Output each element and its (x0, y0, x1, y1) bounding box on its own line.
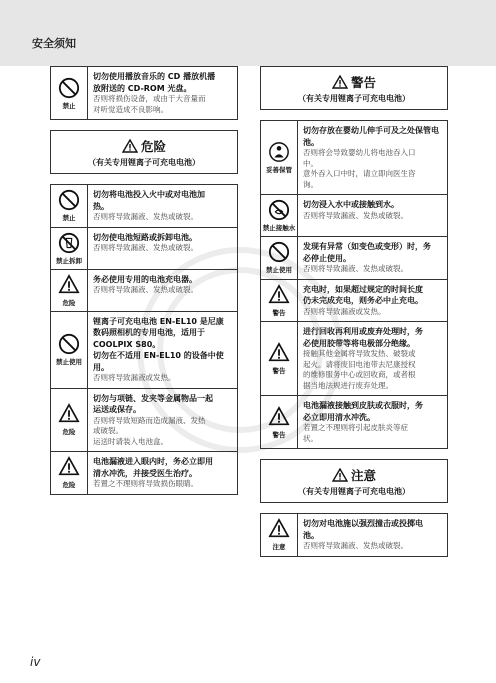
safety-item-text (298, 396, 447, 448)
prohibited-icon (58, 333, 80, 355)
safety-item-heading: 切勿使用播放音乐的 CD 播放机播 (93, 72, 216, 81)
safety-item-text (298, 322, 447, 395)
safety-item-detail: 否则将损伤设备，或由于大音量而 (93, 94, 206, 103)
safety-item (261, 121, 447, 195)
safety-item-text (88, 228, 237, 269)
safety-item-heading: 切勿使电池短路或拆卸电池。 (93, 232, 197, 242)
safety-item-text (298, 121, 447, 194)
warning-triangle-icon (332, 468, 348, 482)
safety-item (261, 514, 447, 556)
safety-item-icon-cell (261, 322, 298, 395)
safety-item-heading: 切勿对电池施以强烈撞击或投掷电 (303, 519, 423, 528)
safety-item-heading: COOLPIX S80。 (93, 339, 161, 349)
safety-item-caption: 禁止 (62, 214, 76, 223)
caution-subtitle: （有关专用锂离子可充电电池） (298, 487, 410, 496)
safety-item-caption: 禁止 (62, 101, 76, 110)
safety-item-heading: 放附送的 CD-ROM 光盘。 (93, 83, 192, 93)
safety-item-text (298, 514, 447, 556)
no-water-icon (268, 199, 290, 221)
safety-item-detail: 起火。请将废旧电池带去尼康授权 (303, 359, 416, 369)
warning-header (260, 66, 448, 110)
safety-item-heading: 进行回收再利用或废弃处理时，务 (303, 327, 423, 336)
safety-item (51, 185, 237, 228)
safety-item (51, 67, 237, 119)
safety-item-caption: 危险 (62, 428, 76, 437)
safety-item-heading: 切勿与项链、发夹等金属物品一起 (93, 393, 213, 403)
safety-item (261, 237, 447, 280)
safety-item-heading: 必停止使用。 (303, 253, 351, 263)
safety-item-icon-cell (51, 270, 88, 311)
safety-item-caption: 警告 (272, 308, 286, 317)
caution-items-box (260, 513, 448, 557)
warning-triangle-icon (268, 518, 290, 540)
safety-item-detail: 若置之不理则将引起皮肤炎等症 (303, 423, 408, 432)
warning-triangle-icon (268, 406, 290, 428)
safety-item-caption: 警告 (272, 367, 286, 375)
safety-item-text (298, 195, 447, 236)
safety-item-icon-cell (261, 121, 298, 194)
safety-item-icon-cell (51, 312, 88, 388)
safety-item-detail: 接触其他金属将导致发热、破裂或 (303, 349, 416, 358)
safety-item (261, 396, 447, 448)
safety-item-caption: 禁止使用 (266, 266, 292, 275)
safety-item-caption: 禁止使用 (56, 358, 82, 366)
safety-item (261, 322, 447, 396)
safety-item-detail: 的维修服务中心或回收商，或者根 (303, 370, 416, 379)
safety-item-icon-cell (51, 67, 88, 119)
safety-item-icon-cell (261, 396, 298, 448)
safety-item-heading: 清水冲洗，并接受医生治疗。 (93, 468, 197, 478)
safety-item-icon-cell (261, 280, 298, 322)
safety-item-detail: 否则将导致漏液、发热或破裂。 (93, 285, 198, 294)
safety-item-text (298, 237, 447, 279)
safety-item-icon-cell (261, 237, 298, 279)
safety-item (51, 312, 237, 389)
safety-item (261, 280, 447, 323)
header-bar (0, 0, 496, 66)
warning-items-box (260, 120, 448, 449)
music-cd-warning-box (50, 66, 238, 120)
safety-item-heading: 用。 (93, 362, 109, 372)
danger-subtitle: （有关专用锂离子可充电电池） (88, 158, 200, 167)
safety-item (51, 389, 237, 453)
warning-title: 警告 (350, 75, 376, 90)
safety-item-detail: 询。 (303, 179, 318, 189)
prohibited-icon (268, 241, 290, 263)
safety-item-text (88, 312, 237, 388)
safety-item-detail: 否则将导致漏液、发热或破裂。 (303, 210, 408, 220)
left-column (50, 66, 238, 505)
safety-item-caption: 危险 (62, 298, 76, 307)
warning-subtitle: （有关专用锂离子可充电电池） (298, 94, 410, 103)
safety-item-detail: 意外吞入口中时，请立即向医生咨 (303, 169, 416, 178)
right-column (260, 66, 448, 567)
keep-away-children-icon (268, 141, 290, 163)
safety-item-detail: 对听觉造成不良影响。 (93, 104, 168, 114)
safety-item-text (88, 452, 237, 494)
prohibited-icon (58, 77, 80, 99)
safety-item-caption: 禁止接触水 (262, 224, 296, 232)
safety-item-icon-cell (261, 514, 298, 556)
safety-item-heading: 切勿在不适用 EN-EL10 的设备中使 (93, 351, 224, 360)
safety-item-heading: 必立即用清水冲洗。 (303, 412, 375, 422)
safety-item-detail: 否则将导致漏液、发热或破裂。 (303, 264, 408, 273)
safety-item-detail: 否则将导致漏液或发热。 (93, 373, 176, 382)
page-title: 安全须知 (32, 37, 76, 50)
warning-triangle-icon (58, 456, 80, 478)
safety-item-detail: 否则将导致漏液、发热或破裂。 (303, 541, 408, 550)
safety-item-detail: 否则将导致漏液或发热。 (303, 306, 386, 316)
warning-triangle-icon (122, 139, 138, 153)
safety-item-icon-cell (51, 185, 88, 227)
safety-item-heading: 切勿浸入水中或接触到水。 (303, 200, 399, 209)
safety-item-detail: 否则将导致漏液、发热或破裂。 (93, 212, 198, 221)
danger-header (50, 130, 238, 174)
safety-item-detail: 运送时请装入电池盒。 (93, 436, 168, 446)
safety-item-detail: 否则将导致短路而造成漏液、发热 (93, 415, 206, 425)
safety-item-heading: 切勿存放在婴幼儿伸手可及之处保管电 (303, 126, 439, 135)
safety-item-heading: 发现有异常（如变色或变形）时，务 (303, 242, 431, 251)
page-number: iv (30, 655, 41, 669)
safety-item-heading: 池。 (303, 530, 319, 540)
caution-title: 注意 (350, 468, 376, 483)
safety-item-detail: 或破裂。 (93, 426, 123, 435)
warning-triangle-icon (58, 403, 80, 425)
prohibited-icon (58, 189, 80, 211)
no-disassembly-icon (58, 232, 80, 254)
safety-item-text (88, 270, 237, 311)
warning-triangle-icon (268, 342, 290, 364)
safety-item-icon-cell (51, 228, 88, 269)
safety-item (51, 270, 237, 312)
safety-item-detail: 据当地法规进行废弃处理。 (303, 380, 393, 390)
safety-item-text (88, 389, 237, 452)
safety-item-icon-cell (51, 389, 88, 452)
safety-item-caption: 警告 (272, 430, 286, 439)
safety-item-caption: 危险 (62, 481, 76, 490)
safety-item-heading: 电池漏液接触到皮肤或衣服时，务 (303, 401, 423, 410)
safety-item-detail: 状。 (303, 433, 318, 443)
caution-header (260, 459, 448, 503)
safety-item-heading: 运送或保存。 (93, 405, 141, 414)
safety-item-heading: 必使用胶带等将电极部分绝缘。 (303, 338, 415, 348)
safety-item-text (88, 67, 237, 119)
safety-item-caption: 妥善保管 (266, 166, 292, 174)
safety-item-heading: 热。 (93, 201, 109, 211)
safety-item-heading: 充电时，如果超过规定的时间长度 (303, 284, 423, 294)
safety-item-icon-cell (51, 452, 88, 494)
safety-item-text (298, 280, 447, 322)
safety-item-heading: 切勿将电池投入火中或对电池加 (93, 190, 205, 199)
warning-triangle-icon (268, 284, 290, 306)
safety-item-caption: 禁止拆卸 (56, 256, 82, 265)
safety-item-detail: 中。 (303, 158, 318, 168)
danger-items-box (50, 184, 238, 495)
safety-item-text (88, 185, 237, 227)
safety-item-heading: 数码照相机的专用电池，适用于 (93, 328, 205, 337)
warning-triangle-icon (332, 75, 348, 89)
safety-item-heading: 锂离子可充电电池 EN-EL10 是尼康 (93, 316, 224, 326)
safety-item-heading: 务必使用专用的电池充电器。 (93, 274, 197, 284)
safety-item-heading: 池。 (303, 137, 319, 147)
safety-item-heading: 电池漏液进入眼内时，务必立即用 (93, 457, 213, 466)
safety-item (261, 195, 447, 237)
safety-item-detail: 若置之不理则将导致损伤眼睛。 (93, 479, 198, 488)
safety-item (51, 452, 237, 494)
safety-item-caption: 注意 (272, 543, 286, 552)
safety-item-detail: 否则将导致漏液、发热或破裂。 (93, 243, 198, 252)
danger-title: 危险 (140, 139, 166, 154)
safety-item-detail: 否则将会导致婴幼儿将电池吞入口 (303, 148, 416, 157)
safety-item (51, 228, 237, 270)
safety-item-icon-cell (261, 195, 298, 236)
safety-item-heading: 仍未完成充电，则务必中止充电。 (303, 296, 423, 305)
warning-triangle-icon (58, 274, 80, 296)
